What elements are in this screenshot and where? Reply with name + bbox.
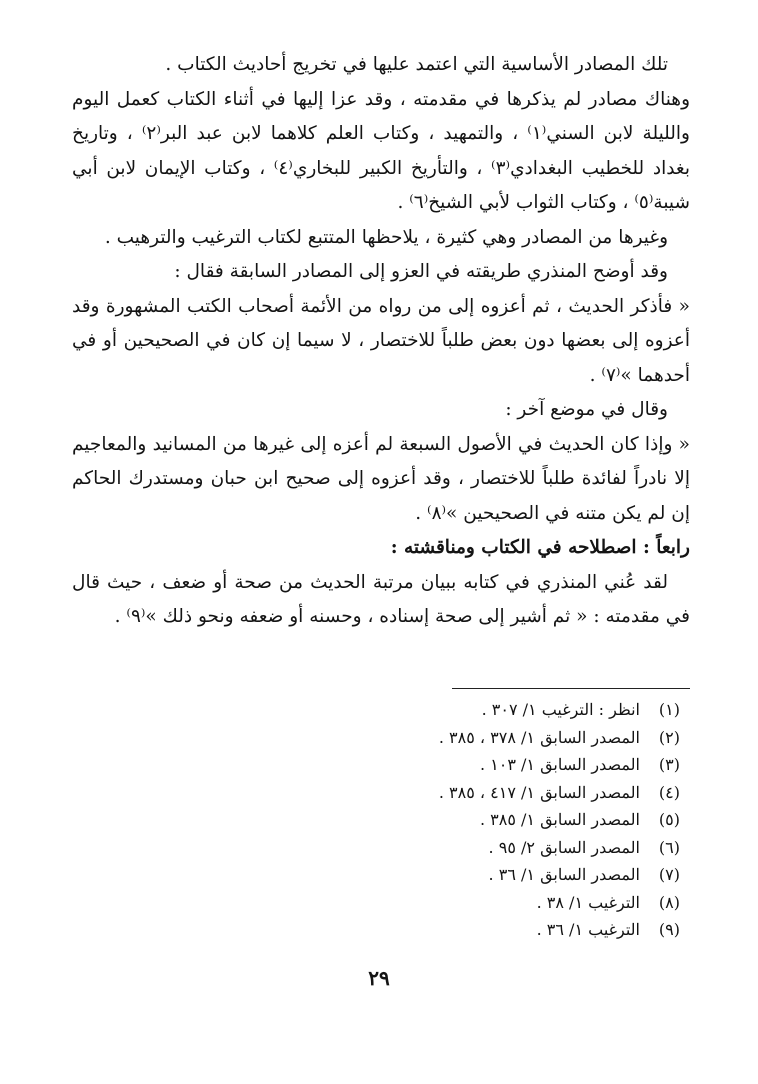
footnote-text: المصدر السابق ١/ ٤١٧ ، ٣٨٥ . xyxy=(438,782,640,802)
footnote-text: المصدر السابق ٢/ ٩٥ . xyxy=(488,837,640,857)
footnote-number: (٣) xyxy=(658,755,680,774)
footnote xyxy=(140,834,680,862)
footnote xyxy=(140,916,680,944)
page-number: ٢٩ xyxy=(368,966,390,990)
footnote xyxy=(140,779,680,807)
footnote-text: المصدر السابق ١/ ٣٧٨ ، ٣٨٥ . xyxy=(438,727,640,747)
footnote-number: (١) xyxy=(658,700,680,719)
section-heading: رابعاً : اصطلاحه في الكتاب ومناقشته : xyxy=(390,537,690,558)
footnote-number: (٨) xyxy=(658,892,680,912)
footnote xyxy=(140,696,680,724)
footnote-number: (٦) xyxy=(658,837,680,857)
paragraph-another-place: وقال في موضع آخر : xyxy=(505,399,668,420)
paragraph-sources-intro: تلك المصادر الأساسية التي اعتمد عليها في تخريج أحاديث الكتاب . xyxy=(165,54,668,75)
footnotes-list xyxy=(140,696,680,944)
footnote-text: المصدر السابق ١/ ٣٨٥ . xyxy=(479,810,640,829)
footnote xyxy=(140,751,680,779)
footnote-number: (٧) xyxy=(658,865,680,884)
footnote-text: الترغيب ١/ ٣٦ . xyxy=(536,920,640,939)
footnote-number: (٢) xyxy=(658,727,680,747)
footnote-text: المصدر السابق ١/ ١٠٣ . xyxy=(479,755,640,774)
paragraph-terminology: لقد عُني المنذري في كتابه ببيان مرتبة الحديث من صحة أو ضعف ، حيث قال في مقدمته : « ثم أشير إلى صحة إسناده ، وحسنه أو ضعفه ونحو ذلك »⁽٩⁾ . xyxy=(72,571,690,627)
footnote xyxy=(140,861,680,889)
footnote xyxy=(140,724,680,752)
paragraph-other-sources: وهناك مصادر لم يذكرها في مقدمته ، وقد عزا إليها في أثناء الكتاب كعمل اليوم والليلة لابن السني⁽١⁾ ، والتمهيد ، وكتاب العلم كلاهما لابن عبد البر⁽٢⁾ ، وتاريخ بغداد للخطيب البغدادي⁽٣⁾ ، والتأريخ الكبير للبخاري⁽٤⁾ ، وكتاب الإيمان لابن أبي شيبة⁽٥⁾ ، وكتاب الثواب لأبي الشيخ⁽٦⁾ . xyxy=(72,88,691,213)
paragraph-method-intro: وقد أوضح المنذري طريقته في العزو إلى المصادر السابقة فقال : xyxy=(174,261,668,282)
footnote-number: (٩) xyxy=(658,920,680,939)
main-text xyxy=(72,48,690,635)
footnote-text: انظر : الترغيب ١/ ٣٠٧ . xyxy=(481,700,640,719)
footnote-divider xyxy=(452,688,690,689)
quote-method-2: « وإذا كان الحديث في الأصول السبعة لم أعزه إلى غيرها من المسانيد والمعاجيم إلا نادراً لفائدة طلباً للاختصار ، وقد أعزوه إلى صحيح ابن حبان ومستدرك الحاكم إن لم يكن متنه في الصحيحين »⁽٨⁾ . xyxy=(72,433,690,524)
footnote-number: (٤) xyxy=(658,782,680,802)
footnote-text: المصدر السابق ١/ ٣٦ . xyxy=(488,865,640,884)
footnote-text: الترغيب ١/ ٣٨ . xyxy=(536,892,640,912)
footnote xyxy=(140,806,680,834)
footnote-number: (٥) xyxy=(658,810,680,829)
footnote xyxy=(140,889,680,917)
paragraph-many-sources: وغيرها من المصادر وهي كثيرة ، يلاحظها المتتبع لكتاب الترغيب والترهيب . xyxy=(104,226,668,248)
quote-method-1: « فأذكر الحديث ، ثم أعزوه إلى من رواه من الأئمة أصحاب الكتب المشهورة وقد أعزوه إلى بعضها دون بعض طلباً للاختصار ، لا سيما إن كان في الصحيحين أو في أحدهما »⁽٧⁾ . xyxy=(72,295,690,386)
